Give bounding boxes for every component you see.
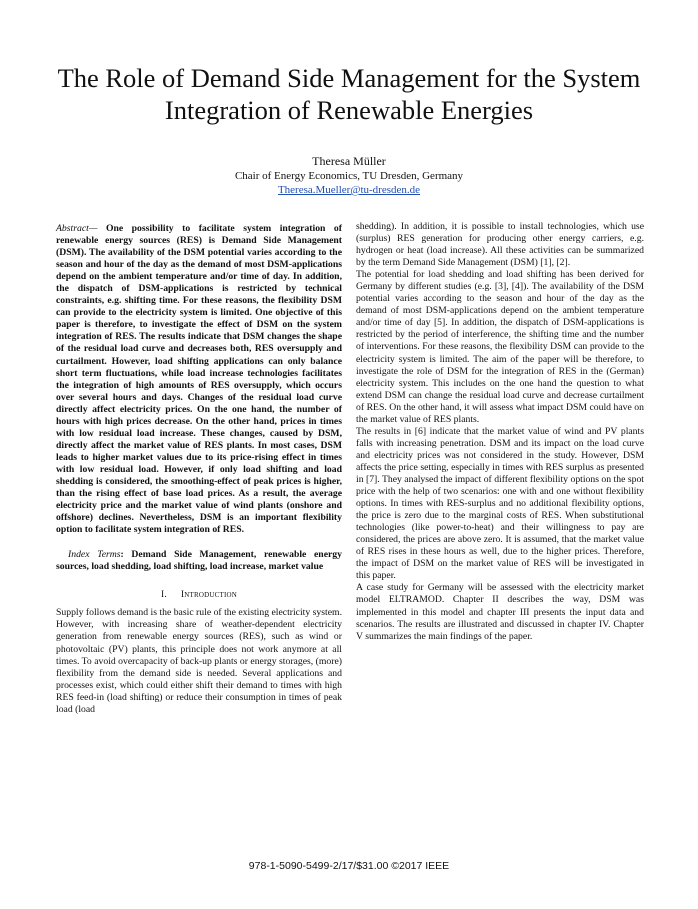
intro-paragraph-1: Supply follows demand is the basic rule of the existing electricity system. However, with increasing share of weather-dependent electricity generation from renewable energy sources (RES), such as wind or photovoltaic (PV) plants, this principle does not work anymore at all times. To avoid overcapacity of back-up plants or energy storages, (more) flexibility from the demand side is needed. Several applications and processes exist, which could either shift their demand to times with high RES feed-in (load shifting) or reduce their consumption in times of peak load (load: [56, 607, 342, 715]
index-terms: [56, 549, 342, 573]
author-email: [0, 183, 698, 198]
right-paragraph-3: The results in [6] indicate that the market value of wind and PV plants falls with increasing penetration. DSM and its impact on the load curve and electricity prices was not considered in the study. However, DSM affects the price setting, especially in times with RES surplus as presented in [7]. They analysed the impact of different flexibility options on the spot price with the help of two scenarios: one with and one without flexibility options. In times with RES-surplus and no additional flexibility options, the price is zero due to the marginal costs of RES. When substitutional technologies (like power-to-heat) and their willingness to pay are considered, the prices are above zero. It is assumed, that the market value of RES rises in these hours as well, due to the higher prices. Therefore, the impact of DSM on the market value of RES will be investigated in this paper.: [356, 425, 644, 582]
copyright-footer: 978-1-5090-5499-2/17/$31.00 ©2017 IEEE: [248, 860, 450, 872]
index-terms-text: : Demand Side Management, renewable energy sources, load shedding, load shifting, load increase, market value: [56, 549, 342, 573]
section-number: I.: [160, 590, 167, 601]
section-heading-introduction: [56, 589, 342, 601]
right-paragraph-4: A case study for Germany will be assessed with the electricity market model ELTRAMOD. Chapter II describes the way, DSM was implemented in this model and chapter III presents the input data and scenarios. The results are illustrated and discussed in chapter IV. Chapter V summarizes the main findings of the paper.: [356, 582, 644, 642]
paper-title: The Role of Demand Side Management for the System Integration of Renewable Energies: [57, 63, 641, 125]
index-terms-lead: Index Terms: [68, 549, 121, 561]
author-affiliation: Chair of Energy Economics, TU Dresden, Germany: [234, 170, 464, 182]
abstract-lead: Abstract—: [56, 223, 98, 234]
right-paragraph-1: shedding). In addition, it is possible to install technologies, which use (surplus) RES generation for producing other energy carriers, e.g. hydrogen or heat (load increase). All these activities can be summarized by the term Demand Side Management (DSM) [1], [2].: [356, 221, 644, 269]
left-column: [56, 223, 342, 716]
right-paragraph-2: The potential for load shedding and load shifting has been derived for Germany by different studies (e.g. [3], [4]). The availability of the DSM potential varies according to the season and hour of the day as the demand of most DSM-applications depend on the ambient temperature and/or time of day [5]. In addition, the dispatch of DSM-applications is restricted by the period of interference, the shifting time and the number of interventions. For these reasons, the flexibility DSM can provide to the electricity system is limited. The aim of the paper will be therefore, to investigate the role of DSM for the integration of RES in the (German) electricity system. This includes on the one hand the question to what extend DSM can change the residual load curve and decrease curtailment of RES. On the other hand, it will assess what impact DSM could have on the market value of RES plants.: [356, 269, 644, 425]
right-column: [356, 221, 644, 643]
author-name: Theresa Müller: [312, 154, 386, 168]
abstract-text: One possibility to facilitate system integration of renewable energy sources (RES) is Demand Side Management (DSM). The availability of the DSM potential varies according to the season and hour of the day as the demand of most DSM-applications depend on the ambient temperature and/or time of day. In addition, the dispatch of DSM-applications is restricted by technical constraints, e.g. shifting time. For these reasons, the flexibility DSM can provide to the electricity system is limited. One objective of this paper is therefore, to investigate the effect of DSM on the system integration of RES. The results indicate that DSM changes the shape of the residual load curve and decreases both, RES oversupply and curtailment. However, load shifting applications can only balance short term fluctuations, while load increase technologies facilitates the integration of high amounts of RES oversupply, which occurs over several hours and days. Changes of the residual load curve directly affect electricity prices. On the one hand, the number of hours with high prices decrease. On the other hand, prices in times with low residual load increase. These changes, caused by DSM, directly affect the market value of RES plants. In most cases, DSM leads to higher market values due to its price-rising effect in times with low residual load. However, if only load shifting and load shedding is considered, the smoothing-effect of peak prices is higher, than the rising effect of base load prices. As a result, the average electricity price and the market value of wind plants (onshore and offshore) declines. Nevertheless, DSM is an important flexibility option to facilitate system integration of RES.: [56, 223, 342, 536]
abstract: [56, 223, 342, 536]
section-title: Introduction: [180, 590, 238, 601]
author-email-link[interactable]: Theresa.Mueller@tu-dresden.de: [277, 184, 421, 196]
